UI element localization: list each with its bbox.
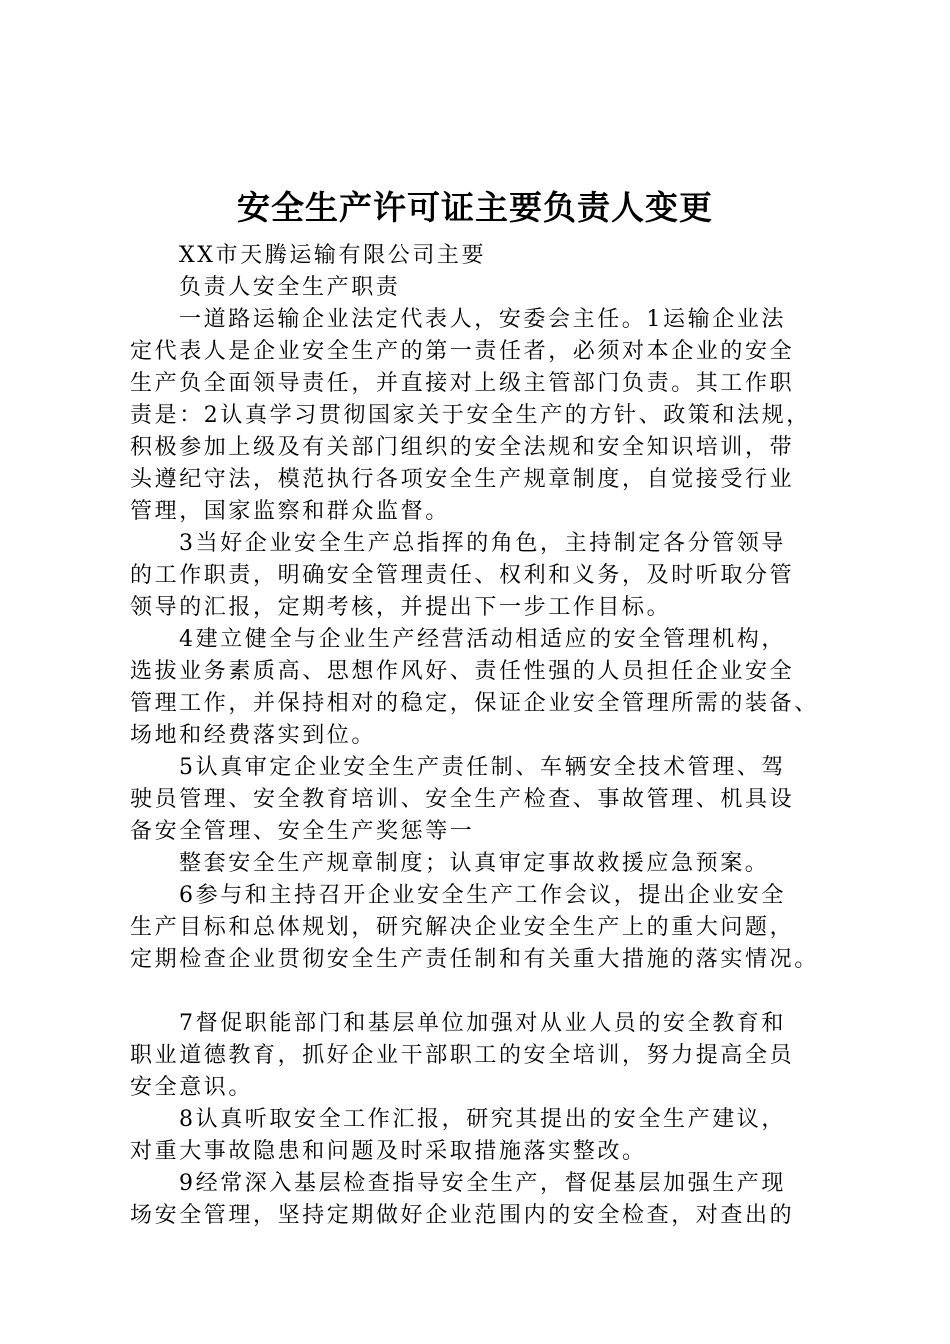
paragraph-line: 生产负全面领导责任，并直接对上级主管部门负责。其工作职	[130, 371, 795, 396]
paragraph-line: 头遵纪守法，模范执行各项安全生产规章制度，自觉接受行业	[130, 467, 795, 492]
paragraph-line: 管理，国家监察和群众监督。	[130, 499, 450, 524]
company-name-line: XX市天腾运输有限公司主要	[179, 243, 487, 268]
paragraph-line: 驶员管理、安全教育培训、安全生产检查、事故管理、机具设	[130, 787, 795, 812]
document-body	[130, 240, 830, 1232]
paragraph-line: 5认真审定企业安全生产责任制、车辆安全技术管理、驾	[179, 755, 786, 780]
paragraph-line: 7督促职能部门和基层单位加强对从业人员的安全教育和	[179, 1011, 786, 1036]
paragraph-line: 整套安全生产规章制度；认真审定事故救援应急预案。	[179, 851, 770, 876]
paragraph-line: 生产目标和总体规划，研究解决企业安全生产上的重大问题，	[130, 915, 795, 940]
paragraph-line: 场安全管理，坚持定期做好企业范围内的安全检查，对查出的	[130, 1203, 795, 1228]
paragraph-line: 选拔业务素质高、思想作风好、责任性强的人员担任企业安全	[130, 659, 795, 684]
paragraph-line: 场地和经费落实到位。	[130, 723, 377, 748]
paragraph-line: 管理工作，并保持相对的稳定，保证企业安全管理所需的装备、	[130, 691, 819, 716]
paragraph-line: 安全意识。	[130, 1075, 254, 1100]
paragraph-line: 6参与和主持召开企业安全生产工作会议，提出企业安全	[179, 883, 786, 908]
paragraph-line: 8认真听取安全工作汇报，研究其提出的安全生产建议，	[179, 1107, 786, 1132]
blank-line	[130, 976, 830, 1008]
paragraph-line: 4建立健全与企业生产经营活动相适应的安全管理机构，	[179, 627, 786, 652]
paragraph-line: 领导的汇报，定期考核，并提出下一步工作目标。	[130, 595, 672, 620]
paragraph-line: 职业道德教育，抓好企业干部职工的安全培训，努力提高全员	[130, 1043, 795, 1068]
paragraph-line: 3当好企业安全生产总指挥的角色，主持制定各分管领导	[179, 531, 786, 556]
document-title: 安全生产许可证主要负责人变更	[237, 188, 713, 227]
paragraph-line: 积极参加上级及有关部门组织的安全法规和安全知识培训，带	[130, 435, 795, 460]
paragraph-line: 责是：2认真学习贯彻国家关于安全生产的方针、政策和法规，	[130, 403, 811, 428]
paragraph-line: 对重大事故隐患和问题及时采取措施落实整改。	[130, 1139, 647, 1164]
paragraph-line: 一道路运输企业法定代表人，安委会主任。1运输企业法	[179, 307, 786, 332]
paragraph-line: 备安全管理、安全生产奖惩等一	[130, 819, 475, 844]
paragraph-line: 的工作职责，明确安全管理责任、权利和义务，及时听取分管	[130, 563, 795, 588]
section-heading-line: 负责人安全生产职责	[179, 275, 401, 300]
paragraph-line: 定期检查企业贯彻安全生产责任制和有关重大措施的落实情况。	[130, 947, 819, 972]
paragraph-line: 定代表人是企业安全生产的第一责任者，必须对本企业的安全	[130, 339, 795, 364]
paragraph-line: 9经常深入基层检查指导安全生产，督促基层加强生产现	[179, 1171, 786, 1196]
